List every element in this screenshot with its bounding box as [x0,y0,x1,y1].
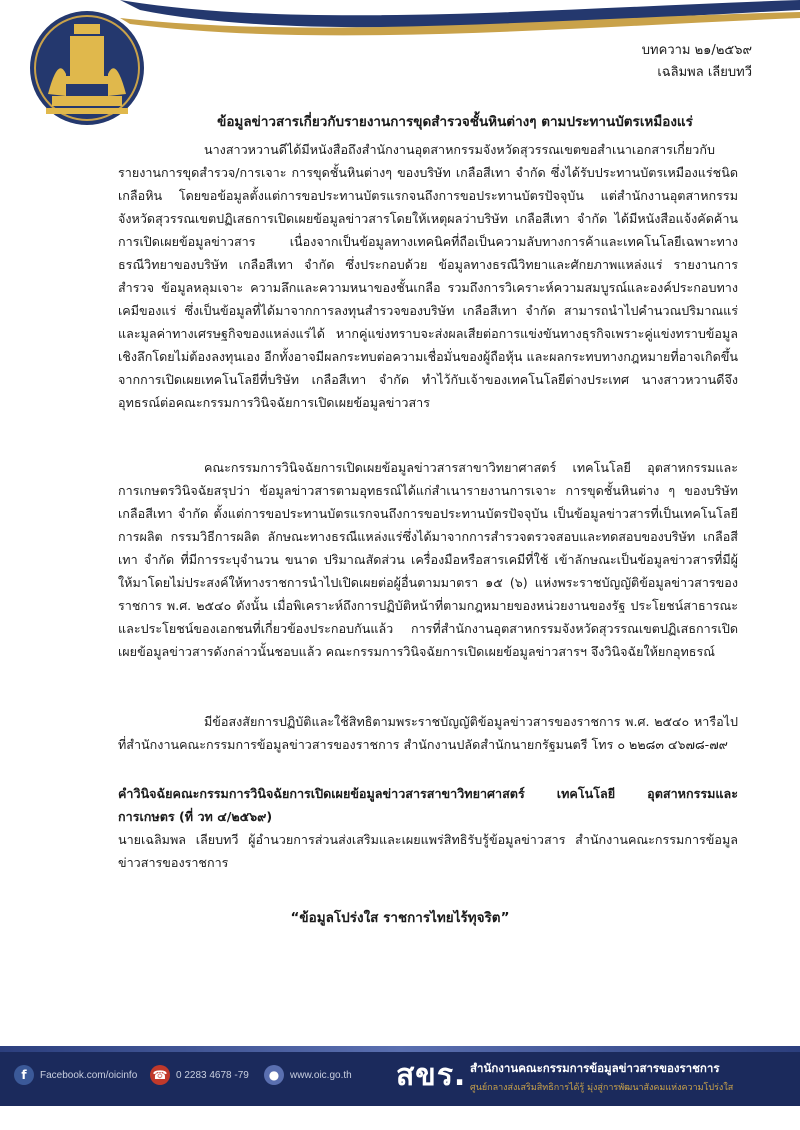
author-name: เฉลิมพล เลียบทวี [657,65,752,80]
facebook-icon: f [14,1065,34,1085]
org-tagline: ศูนย์กลางส่งเสริมสิทธิการได้รู้ มุ่งสู่การพัฒนาสังคมแห่งความโปร่งใส [470,1083,734,1093]
facebook-link[interactable]: Facebook.com/oicinfo [40,1070,138,1081]
website-link[interactable]: www.oic.go.th [290,1070,352,1081]
oic-logo: สขร. [396,1058,467,1093]
org-name: สำนักงานคณะกรรมการข้อมูลข่าวสารของราชการ [470,1061,720,1075]
phone-icon: ☎ [150,1065,170,1085]
slogan: “ข้อมูลโปร่งใส ราชการไทยไร้ทุจริต” [290,910,510,926]
paragraph-ruling: คณะกรรมการวินิจฉัยการเปิดเผยข้อมูลข่าวสารสาขาวิทยาศาสตร์ เทคโนโลยี อุตสาหกรรมและการเกษตรวินิจฉัยสรุปว่า ข้อมูลข่าวสารตามอุทธรณ์ได้แก่สำเนารายงานการเจาะ การขุดชั้นหินต่าง ๆ ของบริษัท เกลือสีเทา จำกัด ตั้งแต่การขอประทานบัตรแรกจนถึงการขอประทานบัตรปัจจุบัน เป็นข้อมูลข่าวสารที่เป็นเทคโนโลยีการผลิต กรรมวิธีการผลิต ลักษณะทางธรณีแหล่งแร่ซึ่งได้มาจากการสำรวจตรวจสอบและทดสอบของบริษัท เกลือสีเทา จำกัด ที่มีการระบุจำนวน ขนาด ปริมาณสัดส่วน เครื่องมือหรือสารเคมีที่ใช้ เข้าลักษณะเป็นข้อมูลข่าวสารที่มีผู้ให้มาโดยไม่ประสงค์ให้ทางราชการนำไปเปิดเผยต่อผู้อื่นตามมาตรา ๑๕ (๖) แห่งพระราชบัญญัติข้อมูลข่าวสารของราชการ พ.ศ. ๒๕๔๐ ดังนั้น เมื่อพิเคราะห์ถึงการปฏิบัติหน้าที่ตามกฎหมายของหน่วยงานของรัฐ ประโยชน์สาธารณะ และประโยชน์ของเอกชนที่เกี่ยวข้องประกอบกันแล้ว การที่สำนักงานอุตสาหกรรมจังหวัดสุวรรณเขตปฏิเสธการเปิดเผยข้อมูลข่าวสารดังกล่าวนั้นชอบแล้ว คณะกรรมการวินิจฉัยการเปิดเผยข้อมูลข่าวสารฯ จึงวินิจฉัยให้ยกอุทธรณ์ [118,460,738,659]
globe-icon: ● [264,1065,284,1085]
phone-number: 0 2283 4678 -79 [176,1070,249,1081]
emblem-logo [28,6,146,130]
paragraph-decision-ref: คำวินิจฉัยคณะกรรมการวินิจฉัยการเปิดเผยข้อมูลข่าวสารสาขาวิทยาศาสตร์ เทคโนโลยี อุตสาหกรรมและการเกษตร (ที่ วท ๔/๒๕๖๙) [118,786,738,824]
paragraph-request: นางสาวหวานดีได้มีหนังสือถึงสำนักงานอุตสาหกรรมจังหวัดสุวรรณเขตขอสำเนาเอกสารเกี่ยวกับรายงานการขุดสำรวจ/การเจาะ การขุดชั้นหินต่างๆ ของบริษัท เกลือสีเทา จำกัด ซึ่งได้รับประทานบัตรเหมืองแร่ชนิดเกลือหิน โดยขอข้อมูลตั้งแต่การขอประทานบัตรแรกจนถึงการขอประทานบัตรปัจจุบัน แต่สำนักงานอุตสาหกรรมจังหวัดสุวรรณเขตปฏิเสธการเปิดเผยข้อมูลข่าวสารโดยให้เหตุผลว่าบริษัท เกลือสีเทา จำกัด ได้มีหนังสือแจ้งคัดค้านการเปิดเผยข้อมูลข่าวสาร เนื่องจากเป็นข้อมูลทางเทคนิคที่ถือเป็นความลับทางการค้าและเทคโนโลยีเฉพาะทางธรณีวิทยาของบริษัท เกลือสีเทา จำกัด ซึ่งประกอบด้วย ข้อมูลทางธรณีวิทยาและศักยภาพแหล่งแร่ รายงานการสำรวจ ข้อมูลหลุมเจาะ ความลึกและความหนาของชั้นเกลือ รวมถึงการวิเคราะห์ความสมบูรณ์และองค์ประกอบทางเคมีของแร่ ซึ่งเป็นข้อมูลที่ได้มาจากการลงทุนสำรวจของบริษัท เกลือสีเทา จำกัด สามารถนำไปคำนวณปริมาณแร่และมูลค่าทางเศรษฐกิจของแหล่งแร่ได้ หากคู่แข่งทราบจะส่งผลเสียต่อการแข่งขันทางธุรกิจเพราะคู่แข่งทราบข้อมูลเชิงลึกโดยไม่ต้องลงทุนเอง อีกทั้งอาจมีผลกระทบต่อความเชื่อมั่นของผู้ถือหุ้น และผลกระทบทางกฎหมายที่อาจเกิดขึ้นจากการเปิดเผยเทคโนโลยีที่บริษัท เกลือสีเทา จำกัด ทำไว้กับเจ้าของเทคโนโลยีต่างประเทศ นางสาวหวานดีจึงอุทธรณ์ต่อคณะกรรมการวินิจฉัยการเปิดเผยข้อมูลข่าวสาร [118,142,738,410]
article-meta [642,40,752,84]
paragraph-contact: มีข้อสงสัยการปฏิบัติและใช้สิทธิตามพระราชบัญญัติข้อมูลข่าวสารของราชการ พ.ศ. ๒๕๔๐ หารือไปที่สำนักงานคณะกรรมการข้อมูลข่าวสารของราชการ สำนักงานปลัดสำนักนายกรัฐมนตรี โทร ๐ ๒๒๘๓ ๔๖๗๘-๗๙ [118,714,738,752]
article-number: บทความ ๒๑/๒๕๖๙ [641,43,752,58]
paragraph-signature: นายเฉลิมพล เลียบทวี ผู้อำนวยการส่วนส่งเสริมและเผยแพร่สิทธิรับรู้ข้อมูลข่าวสาร สำนักงานคณะกรรมการข้อมูลข่าวสารของราชการ [118,832,738,870]
page-title: ข้อมูลข่าวสารเกี่ยวกับรายงานการขุดสำรวจชั้นหินต่างๆ ตามประทานบัตรเหมืองแร่ [217,114,693,130]
